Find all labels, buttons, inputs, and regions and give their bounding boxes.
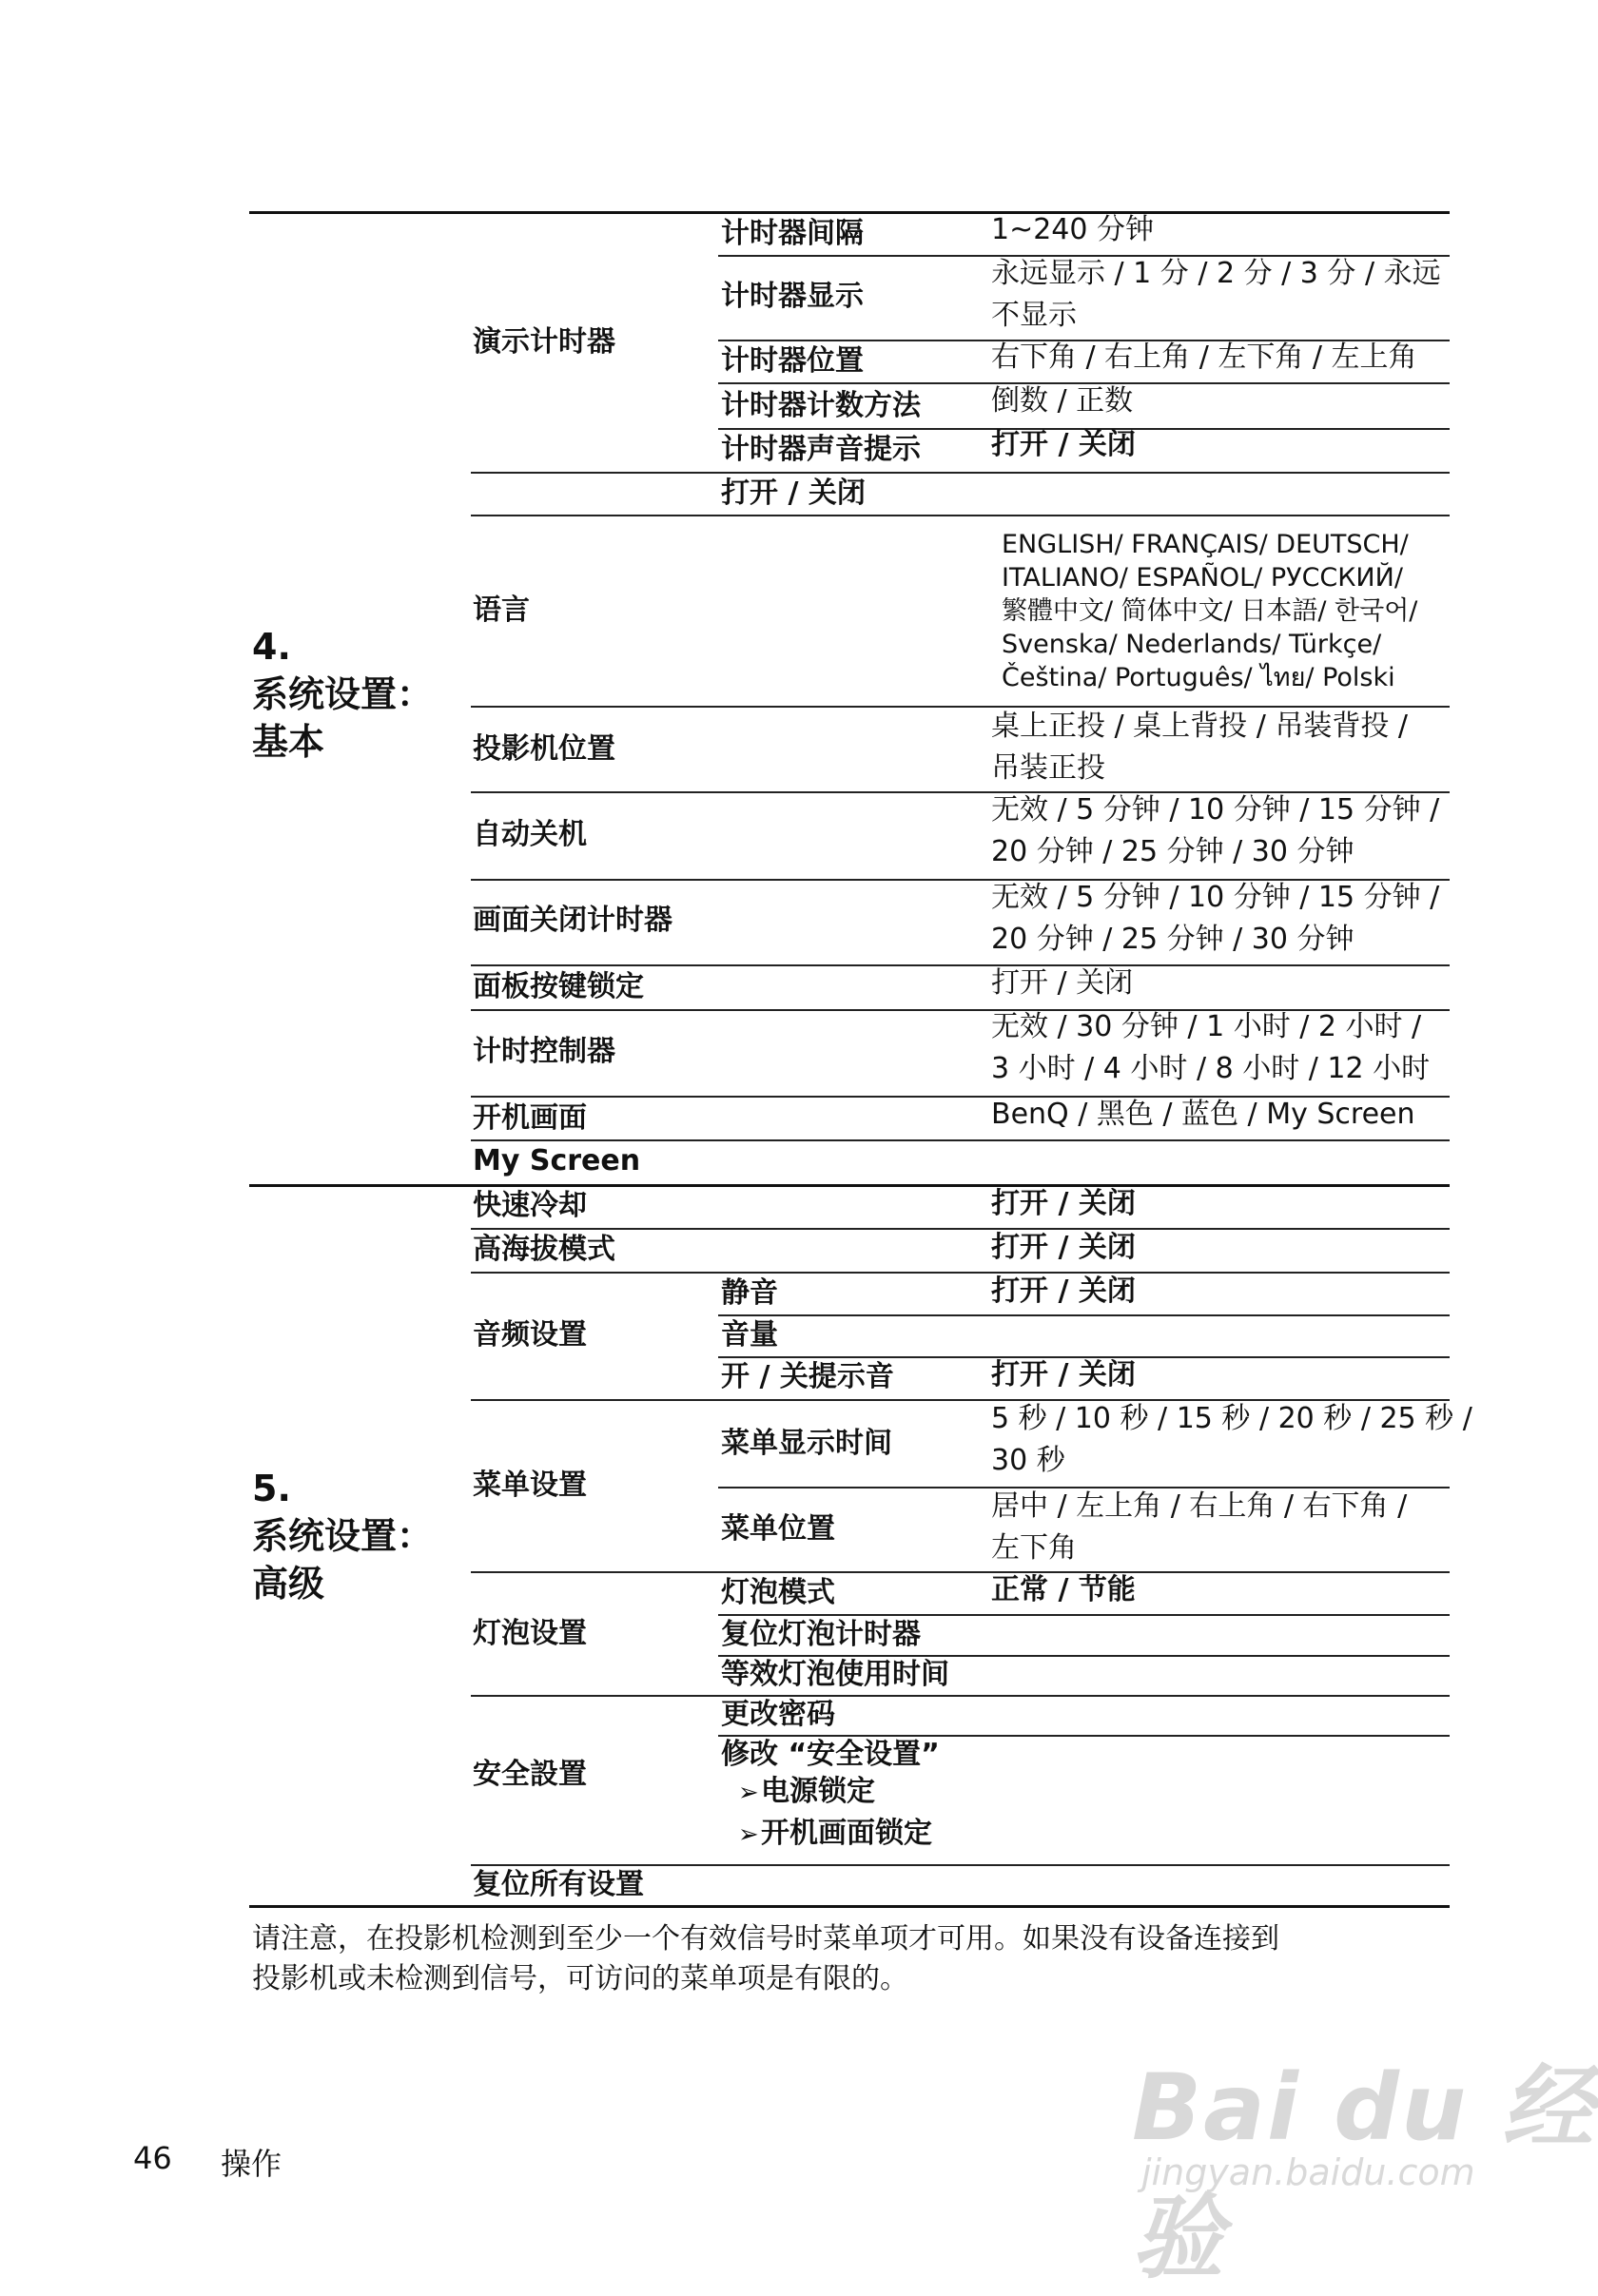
timer-position-label: 计时器位置 bbox=[721, 344, 864, 378]
lamp-equiv-hours-label: 等效灯泡使用时间 bbox=[721, 1658, 949, 1691]
lamp-settings-label: 灯泡设置 bbox=[473, 1617, 587, 1650]
projector-position-value: 桌上正投 / 桌上背投 / 吊装背投 / bbox=[991, 710, 1409, 743]
sleep-timer-label: 计时控制器 bbox=[473, 1035, 615, 1068]
footer-section: 操作 bbox=[221, 2146, 283, 2182]
volume-label: 音量 bbox=[721, 1318, 778, 1352]
sleep-timer-value: 3 小时 / 4 小时 / 8 小时 / 12 小时 bbox=[991, 1052, 1431, 1085]
section-advanced bbox=[252, 1465, 433, 1607]
menu-position-label: 菜单位置 bbox=[721, 1512, 835, 1546]
lamp-mode-value: 正常 / 节能 bbox=[991, 1573, 1136, 1606]
blank-timer-label: 画面关闭计时器 bbox=[473, 904, 672, 937]
quick-cooling-value: 打开 / 关闭 bbox=[991, 1187, 1136, 1220]
blank-timer-value: 无效 / 5 分钟 / 10 分钟 / 15 分钟 / bbox=[991, 881, 1440, 914]
projector-position-label: 投影机位置 bbox=[473, 732, 615, 766]
rule bbox=[471, 1695, 1450, 1697]
menu-display-time-label: 菜单显示时间 bbox=[721, 1427, 892, 1460]
watermark-url: jingyan.baidu.com bbox=[1141, 2151, 1475, 2193]
timer-interval-label: 计时器间隔 bbox=[721, 217, 864, 250]
rule bbox=[471, 515, 1450, 516]
note-line: 投影机或未检测到信号，可访问的菜单项是有限的。 bbox=[252, 1962, 908, 1995]
quick-cooling-label: 快速冷却 bbox=[473, 1189, 587, 1222]
language-options: ENGLISH/ FRANÇAIS/ DEUTSCH/ bbox=[1002, 530, 1409, 559]
section-number: 4. bbox=[252, 626, 291, 668]
projector-position-value: 吊装正投 bbox=[991, 751, 1105, 785]
audio-settings-label: 音频设置 bbox=[473, 1318, 587, 1352]
menu-settings-label: 菜单设置 bbox=[473, 1469, 587, 1502]
page-number: 46 bbox=[133, 2140, 172, 2176]
note-line: 请注意，在投影机检测到至少一个有效信号时菜单项才可用。如果没有设备连接到 bbox=[252, 1922, 1279, 1955]
high-altitude-label: 高海拔模式 bbox=[473, 1233, 615, 1266]
arrow-bullet-icon: ➢ bbox=[738, 1779, 759, 1807]
language-label: 语言 bbox=[473, 593, 530, 627]
language-options: Čeština/ Português/ ไทย/ Polski bbox=[1002, 663, 1395, 692]
sleep-timer-value: 无效 / 30 分钟 / 1 小时 / 2 小时 / bbox=[991, 1010, 1422, 1043]
section-title: 系统设置： bbox=[252, 1515, 434, 1557]
timer-display-label: 计时器显示 bbox=[721, 280, 864, 313]
timer-counting-label: 计时器计数方法 bbox=[721, 389, 921, 422]
power-lock-label: 电源锁定 bbox=[761, 1775, 875, 1808]
availability-note bbox=[252, 1919, 1451, 1999]
high-altitude-value: 打开 / 关闭 bbox=[991, 1231, 1136, 1264]
change-password-label: 更改密码 bbox=[721, 1698, 835, 1731]
table-bottom-rule bbox=[249, 1905, 1450, 1908]
timer-display-value: 不显示 bbox=[991, 299, 1077, 332]
section-rule bbox=[249, 1184, 1450, 1187]
section-title: 基本 bbox=[252, 721, 325, 763]
section-title: 高级 bbox=[252, 1563, 325, 1605]
menu-position-value: 左下角 bbox=[991, 1531, 1077, 1565]
language-options: ITALIANO/ ESPAÑOL/ РУССКИЙ/ bbox=[1002, 563, 1403, 593]
power-tone-value: 打开 / 关闭 bbox=[991, 1358, 1136, 1391]
change-security-label: 修改 “安全设置” bbox=[721, 1738, 940, 1771]
auto-off-label: 自动关机 bbox=[473, 818, 587, 851]
section-number: 5. bbox=[252, 1468, 291, 1509]
power-tone-label: 开 / 关提示音 bbox=[721, 1360, 894, 1393]
timer-display-value: 永远显示 / 1 分 / 2 分 / 3 分 / 永远 bbox=[991, 257, 1441, 290]
language-options: Svenska/ Nederlands/ Türkçe/ bbox=[1002, 630, 1382, 659]
rule bbox=[718, 1314, 1450, 1316]
lamp-mode-label: 灯泡模式 bbox=[721, 1576, 835, 1609]
splash-screen-value: BenQ / 黑色 / 蓝色 / My Screen bbox=[991, 1098, 1415, 1131]
watermark-logo: Bai du 经验 bbox=[1132, 2054, 1595, 2291]
menu-position-value: 居中 / 左上角 / 右上角 / 右下角 / bbox=[991, 1489, 1408, 1523]
auto-off-value: 20 分钟 / 25 分钟 / 30 分钟 bbox=[991, 835, 1354, 868]
menu-display-time-value: 5 秒 / 10 秒 / 15 秒 / 20 秒 / 25 秒 / bbox=[991, 1402, 1472, 1435]
timer-interval-value: 1~240 分钟 bbox=[991, 213, 1155, 246]
blank-timer-value: 20 分钟 / 25 分钟 / 30 分钟 bbox=[991, 923, 1354, 956]
panel-lock-label: 面板按键锁定 bbox=[473, 970, 644, 1003]
presentation-timer-label: 演示计时器 bbox=[473, 325, 615, 359]
timer-position-value: 右下角 / 右上角 / 左下角 / 左上角 bbox=[991, 341, 1417, 374]
rule bbox=[471, 1272, 1450, 1274]
menu-display-time-value: 30 秒 bbox=[991, 1444, 1065, 1477]
power-lock-item bbox=[738, 1771, 875, 1814]
section-basic bbox=[252, 623, 433, 766]
rule bbox=[471, 1228, 1450, 1230]
rule bbox=[471, 1571, 1450, 1573]
splash-screen-label: 开机画面 bbox=[473, 1101, 587, 1135]
timer-on-off: 打开 / 关闭 bbox=[721, 477, 866, 510]
mute-label: 静音 bbox=[721, 1276, 778, 1310]
section-title: 系统设置： bbox=[252, 673, 434, 715]
language-options: 繁體中文/ 简体中文/ 日本語/ 한국어/ bbox=[1002, 596, 1418, 626]
splash-lock-label: 开机画面锁定 bbox=[761, 1817, 932, 1850]
mute-value: 打开 / 关闭 bbox=[991, 1274, 1136, 1308]
auto-off-value: 无效 / 5 分钟 / 10 分钟 / 15 分钟 / bbox=[991, 793, 1440, 827]
panel-lock-value: 打开 / 关闭 bbox=[991, 966, 1134, 1000]
security-settings-label: 安全設置 bbox=[473, 1758, 587, 1791]
reset-all-label: 复位所有设置 bbox=[473, 1868, 644, 1901]
timer-counting-value: 倒数 / 正数 bbox=[991, 384, 1134, 418]
lamp-reset-label: 复位灯泡计时器 bbox=[721, 1618, 921, 1651]
my-screen-label: My Screen bbox=[473, 1144, 641, 1177]
splash-lock-item bbox=[738, 1813, 932, 1856]
timer-sound-value: 打开 / 关闭 bbox=[991, 428, 1136, 461]
rule bbox=[471, 472, 1450, 474]
arrow-bullet-icon: ➢ bbox=[738, 1820, 759, 1849]
timer-sound-label: 计时器声音提示 bbox=[721, 433, 921, 466]
